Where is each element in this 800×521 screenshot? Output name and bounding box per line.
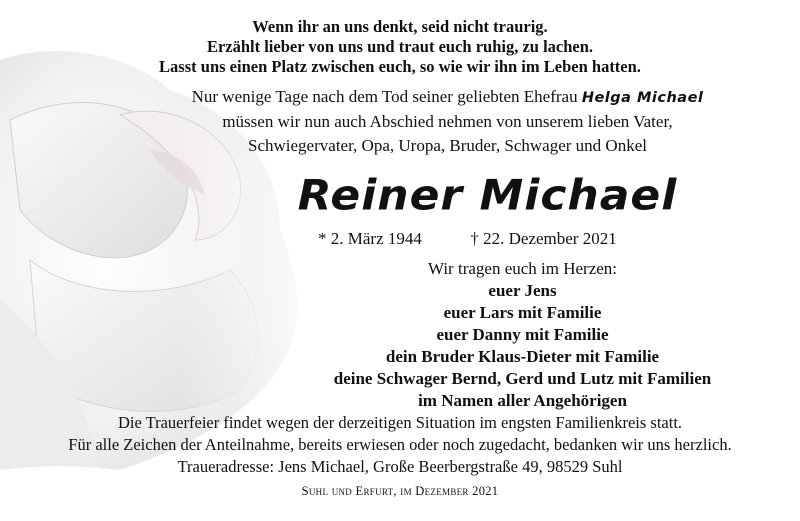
mourners-block (245, 258, 800, 412)
intro-line-3: Schwiegervater, Opa, Uropa, Bruder, Schwager und Onkel (248, 136, 647, 155)
verse-line: Lasst uns einen Platz zwischen euch, so wie wir ihn im Leben hatten. (159, 57, 641, 76)
wife-name: Helga Michael (581, 90, 704, 106)
intro-line-2: müssen wir nun auch Abschied nehmen von unserem lieben Vater, (222, 112, 673, 131)
death-date: † 22. Dezember 2021 (470, 229, 617, 248)
mourner-line: euer Danny mit Familie (436, 325, 609, 344)
mourning-address: Traueradresse: Jens Michael, Große Beerbergstraße 49, 98529 Suhl (177, 457, 623, 476)
thanks-note: Für alle Zeichen der Anteilnahme, bereits erwiesen oder noch zugedacht, bedanken wir uns herzlich. (68, 435, 732, 454)
mourner-line: euer Jens (488, 281, 557, 300)
verse-line: Wenn ihr an uns denkt, seid nicht traurig. (252, 17, 548, 36)
mourner-line: euer Lars mit Familie (443, 303, 602, 322)
footer-notice (0, 412, 800, 478)
mourner-line: im Namen aller Angehörigen (418, 391, 627, 410)
poem-verse (20, 17, 780, 77)
intro-line-1 (95, 85, 800, 110)
mourner-line: deine Schwager Bernd, Gerd und Lutz mit Familien (333, 369, 712, 388)
birth-date: * 2. März 1944 (318, 229, 422, 248)
mourners-intro: Wir tragen euch im Herzen: (427, 259, 618, 278)
mourner-line: dein Bruder Klaus-Dieter mit Familie (385, 347, 660, 366)
life-dates (318, 228, 617, 250)
intro-text (95, 85, 800, 158)
verse-line: Erzählt lieber von uns und traut euch ruhig, zu lachen. (206, 37, 594, 56)
intro-line-1-text: Nur wenige Tage nach dem Tod seiner geliebten Ehefrau (191, 87, 578, 106)
funeral-note: Die Trauerfeier findet wegen der derzeitigen Situation im engsten Familienkreis statt. (117, 413, 683, 432)
place-and-date: Suhl und Erfurt, im Dezember 2021 (301, 484, 499, 498)
deceased-name: Reiner Michael (297, 171, 678, 220)
